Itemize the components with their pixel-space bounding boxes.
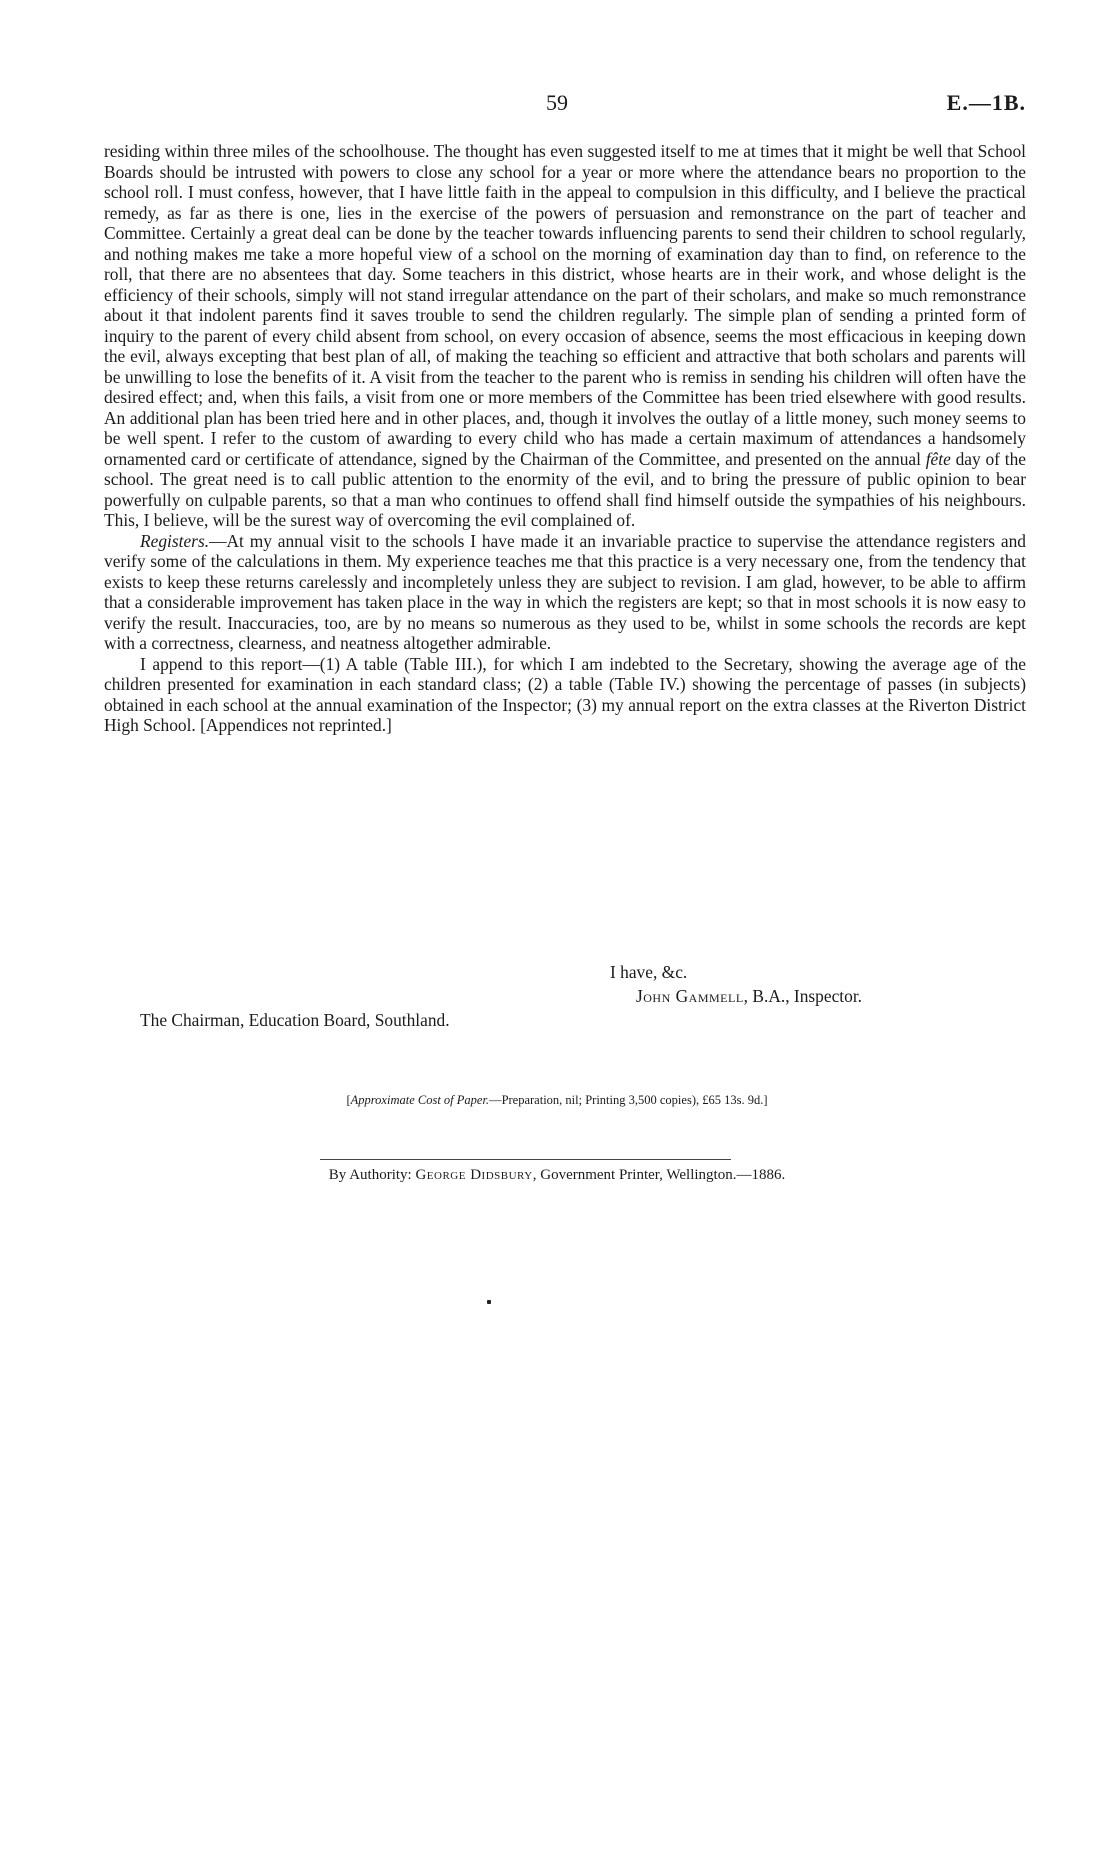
cost-detail: —Preparation, nil; Printing 3,500 copies), £65 13s. 9d.] [489, 1093, 768, 1107]
paragraph-attendance [104, 141, 1026, 531]
imprint [0, 1167, 1114, 1184]
printer-name: George Didsbury [415, 1167, 533, 1183]
signature [636, 986, 862, 1007]
registers-heading: Registers. [140, 530, 210, 551]
salutation: I have, &c. [610, 962, 688, 982]
paragraph-registers-text: —At my annual visit to the schools I have made it an invariable practice to supervise the attendance registers and verify some of the calculations in them. My experience teaches me that this practice is a very necessary one, from the tendency that exists to keep these returns carelessly and incompletely unless they are subject to revision. I am glad, however, to be able to affirm that a considerable improvement has taken place in the way in which the registers are kept; so that in most schools it is now easy to verify the result. Inaccuracies, too, are by no means so numerous as they used to be, whilst in some schools the records are kept with a correctness, clearness, and neatness altogether admirable. [104, 530, 1026, 653]
divider-rule [320, 1159, 731, 1160]
page-number: 59 [546, 90, 568, 115]
cost-note: [Approximate Cost of Paper.—Preparation, nil; Printing 3,500 copies), £65 13s. 9d.] [346, 1093, 768, 1107]
imprint-suffix: , Government Printer, Wellington.—1886. [532, 1167, 786, 1183]
paragraph-appendix: I append to this report—(1) A table (Table III.), for which I am indebted to the Secretary, showing the average age of the children presented for examination in each standard class; (2) a table (Table IV.) showing the percentage of passes (in subjects) obtained in each school at the annual examination of the Inspector; (3) my annual report on the extra classes at the Riverton District High School. [Appendices not reprinted.] [104, 653, 1026, 735]
report-body [104, 141, 1026, 736]
ink-speck [487, 1300, 491, 1304]
fete-word: fête [925, 448, 951, 469]
signatory-name: John Gammell [636, 986, 744, 1006]
signatory-title: , B.A., Inspector. [743, 986, 863, 1006]
paragraph-attendance-text: residing within three miles of the schoolhouse. The thought has even suggested itself to me at times that it might be well that School Boards should be intrusted with powers to close any school for a year or more where the attendance bears no proportion to the school roll. I must confess, however, that I have little faith in the appeal to compulsion in this difficulty, and I believe the practical remedy, as far as there is one, lies in the exercise of the powers of persuasion and remonstrance on the part of teacher and Committee. Certainly a great deal can be done by the teacher towards influencing parents to send their children to school regularly, and nothing makes me take a more hopeful view of a school on the morning of examination day than to find, on reference to the roll, that there are no absentees that day. Some teachers in this district, whose hearts are in their work, and whose delight is the efficiency of their schools, simply will not stand irregular attendance on the part of their scholars, and make so much remonstrance about it that indolent parents find it saves trouble to send the children regularly. The simple plan of sending a printed form of inquiry to the parent of every child absent from school, on every occasion of absence, seems the most efficacious in keeping down the evil, always excepting that best plan of all, of making the teaching so efficient and attractive that both scholars and parents will be unwilling to lose the benefits of it. A visit from the teacher to the parent who is remiss in sending his children will often have the desired effect; and, when this fails, a visit from one or more members of the Committee has been tried elsewhere with good results. An additional plan has been tried here and in other places, and, though it involves the outlay of a little money, such money seems to be well spent. I refer to the custom of awarding to every child who has made a certain maximum of attendances a handsomely ornamented card or certificate of attendance, signed by the Chairman of the Committee, and presented on the annual [104, 141, 1026, 469]
imprint-prefix: By Authority: [328, 1167, 412, 1183]
document-code: E.—1B. [946, 90, 1026, 115]
addressee: The Chairman, Education Board, Southland. [140, 1010, 450, 1030]
paragraph-registers [104, 531, 1026, 654]
paragraph-attendance-end: day of the school. The great need is to call public attention to the enormity of the evil, and to bring the pressure of public opinion to bear powerfully on culpable parents, so that a man who continues to offend shall find himself outside the sympathies of his neighbours. This, I believe, will be the surest way of overcoming the evil complained of. [104, 448, 1026, 530]
cost-label: Approximate Cost of Paper. [350, 1093, 490, 1107]
